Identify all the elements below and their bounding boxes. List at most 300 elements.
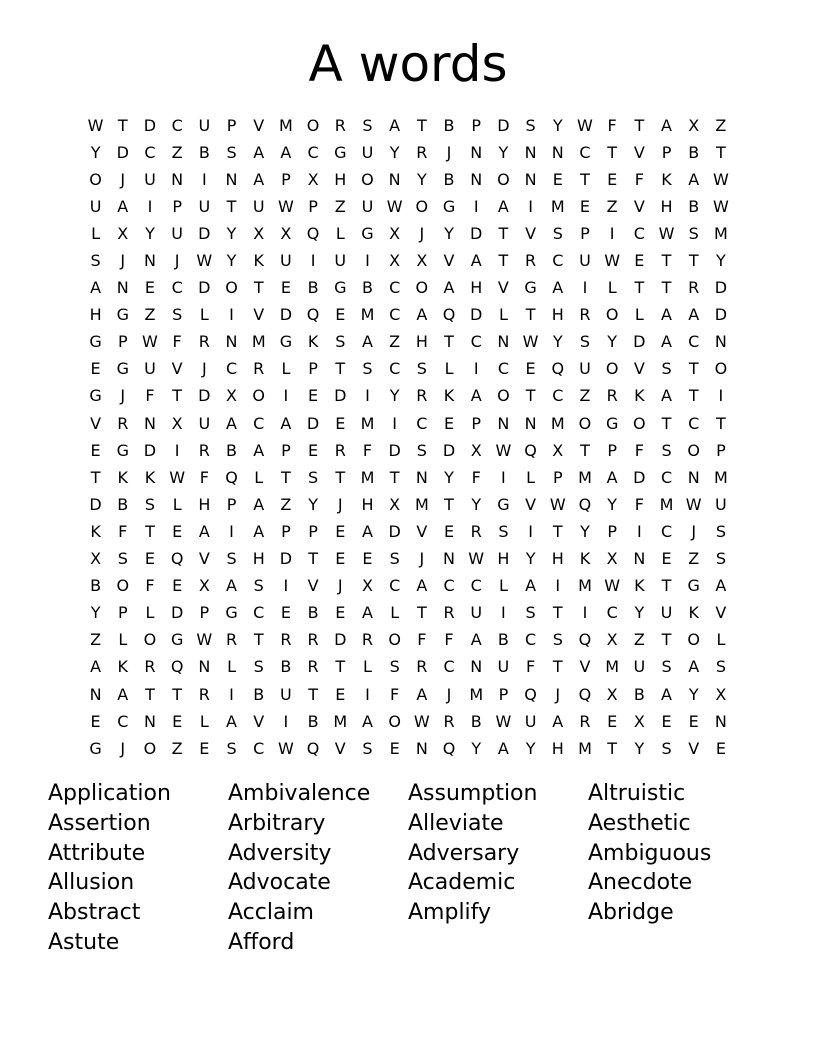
grid-letter: K xyxy=(253,251,264,271)
grid-letter: K xyxy=(634,386,645,406)
word-bank-item: Ambivalence xyxy=(228,781,371,806)
grid-letter: K xyxy=(579,549,591,569)
grid-letter: I xyxy=(501,603,506,623)
grid-letter: A xyxy=(253,142,265,162)
grid-letter: B xyxy=(470,711,482,731)
grid-letter: I xyxy=(365,251,370,271)
grid-letter: L xyxy=(607,278,617,298)
grid-letter: R xyxy=(198,332,210,352)
grid-letter: Z xyxy=(171,738,183,758)
grid-letter: L xyxy=(281,359,291,379)
grid-letter: W xyxy=(604,576,621,596)
grid-letter: I xyxy=(473,196,479,216)
grid-letter: A xyxy=(389,115,401,135)
grid-letter: R xyxy=(280,630,292,650)
grid-letter: M xyxy=(550,196,565,216)
grid-letter: R xyxy=(334,440,346,460)
grid-letter: B xyxy=(497,630,509,650)
grid-letter: O xyxy=(143,738,157,758)
grid-letter: I xyxy=(201,169,207,189)
grid-letter: D xyxy=(714,305,728,325)
grid-letter: X xyxy=(606,630,618,650)
grid-letter: O xyxy=(497,169,510,189)
grid-letter: I xyxy=(582,278,588,298)
grid-letter: E xyxy=(90,440,101,460)
grid-letter: P xyxy=(716,440,726,460)
grid-letter: F xyxy=(118,521,128,541)
grid-letter: C xyxy=(552,251,564,271)
grid-letter: S xyxy=(362,738,373,758)
grid-letter: M xyxy=(578,576,592,596)
grid-letter: A xyxy=(470,251,482,271)
grid-letter: O xyxy=(143,630,157,650)
grid-letter: V xyxy=(307,576,319,596)
grid-letter: E xyxy=(443,521,455,541)
grid-letter: O xyxy=(89,169,102,189)
grid-letter: Q xyxy=(306,305,320,325)
grid-letter: T xyxy=(716,413,726,433)
grid-letter: S xyxy=(525,115,536,135)
grid-letter: B xyxy=(633,684,645,704)
grid-letter: Y xyxy=(444,223,454,243)
grid-letter: L xyxy=(145,603,155,623)
grid-letter: U xyxy=(660,603,673,623)
grid-letter: U xyxy=(144,359,156,379)
grid-letter: T xyxy=(90,467,101,487)
grid-letter: L xyxy=(716,630,726,650)
grid-letter: C xyxy=(307,142,319,162)
grid-letter: Y xyxy=(226,251,237,271)
grid-letter: H xyxy=(361,494,374,514)
grid-letter: S xyxy=(117,549,128,569)
grid-letter: H xyxy=(497,549,510,569)
grid-letter: R xyxy=(117,413,129,433)
grid-letter: Y xyxy=(688,684,699,704)
grid-letter: M xyxy=(714,467,728,487)
grid-letter: R xyxy=(688,278,700,298)
grid-letter: Y xyxy=(634,738,645,758)
grid-letter: N xyxy=(143,413,156,433)
grid-letter: Z xyxy=(90,630,102,650)
grid-letter: T xyxy=(661,413,672,433)
grid-letter: C xyxy=(443,657,455,677)
grid-letter: I xyxy=(718,386,724,406)
grid-letter: S xyxy=(226,549,237,569)
word-bank-item: Adversity xyxy=(228,840,332,866)
grid-letter: C xyxy=(171,115,183,135)
grid-letter: U xyxy=(715,494,727,514)
grid-letter: D xyxy=(388,521,401,541)
grid-letter: Q xyxy=(442,305,456,325)
grid-letter: V xyxy=(334,738,346,758)
word-bank-item: Adversary xyxy=(408,840,520,866)
grid-letter: X xyxy=(606,549,618,569)
grid-letter: N xyxy=(225,332,238,352)
grid-letter: C xyxy=(171,278,183,298)
grid-letter: D xyxy=(306,413,320,433)
grid-letter: T xyxy=(661,278,672,298)
grid-letter: V xyxy=(633,359,645,379)
grid-letter: Z xyxy=(144,305,156,325)
grid-letter: J xyxy=(446,684,452,704)
grid-letter: S xyxy=(579,332,591,352)
grid-letter: J xyxy=(201,359,207,379)
grid-letter: M xyxy=(251,332,266,352)
grid-letter: W xyxy=(196,251,213,271)
grid-letter: N xyxy=(388,169,401,189)
grid-letter: I xyxy=(229,684,234,704)
grid-letter: C xyxy=(389,278,401,298)
grid-letter: E xyxy=(335,549,346,569)
grid-letter: B xyxy=(307,603,319,623)
grid-letter: I xyxy=(365,386,370,406)
grid-letter: W xyxy=(522,332,539,352)
grid-letter: V xyxy=(253,711,265,731)
grid-letter: U xyxy=(171,223,184,243)
grid-letter: I xyxy=(582,603,588,623)
grid-letter: F xyxy=(634,494,644,514)
grid-letter: Y xyxy=(226,223,237,243)
grid-letter: R xyxy=(416,657,428,677)
grid-letter: W xyxy=(277,738,294,758)
grid-letter: R xyxy=(144,657,156,677)
grid-letter: W xyxy=(277,196,294,216)
grid-letter: V xyxy=(525,494,537,514)
grid-letter: B xyxy=(361,278,373,298)
grid-letter: Y xyxy=(90,142,101,162)
grid-letter: I xyxy=(174,440,180,460)
grid-letter: A xyxy=(117,684,129,704)
grid-letter: A xyxy=(525,576,537,596)
grid-letter: P xyxy=(308,196,318,216)
word-bank-item: Assertion xyxy=(48,810,151,836)
grid-letter: F xyxy=(417,630,427,650)
grid-letter: C xyxy=(579,142,591,162)
grid-letter: O xyxy=(415,196,429,216)
grid-letter: V xyxy=(253,115,265,135)
grid-letter: E xyxy=(308,386,319,406)
grid-letter: X xyxy=(361,576,373,596)
grid-letter: F xyxy=(607,115,617,135)
grid-letter: C xyxy=(688,413,700,433)
word-bank-item: Alleviate xyxy=(408,810,504,836)
grid-letter: A xyxy=(661,386,672,406)
grid-letter: P xyxy=(471,115,482,135)
grid-letter: Y xyxy=(444,467,454,487)
grid-letter: C xyxy=(688,332,700,352)
grid-letter: S xyxy=(715,521,726,541)
grid-letter: B xyxy=(443,169,455,189)
grid-letter: S xyxy=(335,332,346,352)
grid-letter: N xyxy=(524,413,537,433)
grid-letter: U xyxy=(579,359,591,379)
grid-letter: T xyxy=(525,305,536,325)
grid-letter: U xyxy=(144,169,156,189)
grid-letter: G xyxy=(89,386,102,406)
grid-letter: C xyxy=(470,576,482,596)
grid-letter: T xyxy=(634,115,645,135)
grid-letter: G xyxy=(170,630,184,650)
grid-letter: L xyxy=(335,223,345,243)
grid-letter: I xyxy=(283,576,289,596)
grid-letter: A xyxy=(688,169,700,189)
grid-letter: T xyxy=(308,684,318,704)
grid-letter: X xyxy=(606,684,618,704)
grid-letter: J xyxy=(120,738,126,758)
grid-letter: N xyxy=(443,549,456,569)
grid-letter: U xyxy=(89,196,102,216)
grid-letter: N xyxy=(551,142,564,162)
grid-letter: W xyxy=(495,711,512,731)
grid-letter: K xyxy=(634,576,645,596)
grid-letter: E xyxy=(661,711,672,731)
grid-letter: B xyxy=(117,494,129,514)
grid-letter: H xyxy=(198,494,211,514)
grid-letter: A xyxy=(606,467,618,487)
grid-letter: L xyxy=(172,494,182,514)
grid-letter: S xyxy=(715,549,726,569)
grid-letter: S xyxy=(661,738,672,758)
grid-letter: X xyxy=(253,223,265,243)
grid-letter: O xyxy=(497,386,510,406)
grid-letter: C xyxy=(117,711,129,731)
grid-letter: T xyxy=(253,630,264,650)
grid-letter: H xyxy=(415,332,428,352)
grid-letter: D xyxy=(143,440,157,460)
grid-letter: L xyxy=(390,603,400,623)
grid-letter: R xyxy=(307,657,319,677)
grid-letter: G xyxy=(334,142,347,162)
grid-letter: L xyxy=(199,711,209,731)
word-bank-item: Arbitrary xyxy=(228,810,326,836)
grid-letter: B xyxy=(253,684,265,704)
grid-letter: E xyxy=(335,603,346,623)
grid-letter: C xyxy=(443,576,455,596)
grid-letter: J xyxy=(337,494,343,514)
grid-letter: R xyxy=(416,386,428,406)
grid-letter: X xyxy=(470,440,482,460)
grid-letter: X xyxy=(171,413,183,433)
grid-letter: Y xyxy=(580,521,590,541)
grid-letter: W xyxy=(468,549,485,569)
grid-letter: W xyxy=(658,223,675,243)
grid-letter: M xyxy=(550,413,565,433)
grid-letter: M xyxy=(578,738,592,758)
grid-letter: R xyxy=(525,251,537,271)
grid-letter: N xyxy=(714,711,727,731)
grid-letter: A xyxy=(253,494,265,514)
grid-letter: E xyxy=(280,603,291,623)
grid-letter: T xyxy=(552,521,563,541)
grid-letter: V xyxy=(443,251,455,271)
grid-letter: A xyxy=(416,684,428,704)
grid-letter: E xyxy=(443,413,455,433)
grid-letter: F xyxy=(471,467,481,487)
grid-letter: L xyxy=(363,657,372,677)
grid-letter: A xyxy=(552,711,564,731)
grid-letter: E xyxy=(607,169,618,189)
grid-letter: Z xyxy=(389,332,401,352)
grid-letter: N xyxy=(497,332,510,352)
grid-letter: A xyxy=(226,711,237,731)
grid-letter: V xyxy=(497,278,509,298)
grid-letter: T xyxy=(716,142,726,162)
grid-letter: W xyxy=(685,494,702,514)
grid-letter: T xyxy=(145,521,155,541)
grid-letter: G xyxy=(116,440,129,460)
grid-letter: O xyxy=(415,278,429,298)
grid-letter: C xyxy=(552,386,564,406)
grid-letter: A xyxy=(497,196,509,216)
word-bank-item: Assumption xyxy=(408,781,538,806)
word-bank-item: Attribute xyxy=(48,840,146,866)
grid-letter: K xyxy=(117,467,129,487)
grid-letter: R xyxy=(225,630,238,650)
grid-letter: Y xyxy=(525,549,536,569)
word-bank-item: Ambiguous xyxy=(588,840,712,866)
grid-letter: B xyxy=(688,196,700,216)
grid-letter: X xyxy=(552,440,564,460)
grid-letter: D xyxy=(170,603,184,623)
grid-letter: E xyxy=(634,251,645,271)
grid-letter: D xyxy=(334,630,347,650)
grid-letter: J xyxy=(120,251,126,271)
grid-letter: V xyxy=(171,359,183,379)
grid-letter: T xyxy=(335,657,346,677)
grid-letter: L xyxy=(118,630,128,650)
grid-letter: Z xyxy=(280,494,292,514)
grid-letter: X xyxy=(198,576,210,596)
grid-letter: S xyxy=(362,115,373,135)
grid-letter: W xyxy=(169,467,186,487)
grid-letter: R xyxy=(606,386,618,406)
grid-letter: E xyxy=(579,196,591,216)
grid-letter: Z xyxy=(633,630,645,650)
grid-letter: R xyxy=(579,711,591,731)
grid-letter: L xyxy=(91,223,101,243)
grid-letter: V xyxy=(90,413,102,433)
grid-letter: Y xyxy=(716,251,726,271)
grid-letter: N xyxy=(470,169,483,189)
grid-letter: M xyxy=(360,305,375,325)
word-bank-item: Academic xyxy=(408,870,516,896)
grid-letter: X xyxy=(226,386,238,406)
grid-letter: T xyxy=(525,386,536,406)
grid-letter: R xyxy=(470,521,482,541)
grid-letter: D xyxy=(116,142,129,162)
grid-letter: K xyxy=(661,169,672,189)
grid-letter: O xyxy=(605,359,619,379)
grid-letter: J xyxy=(174,251,180,271)
grid-letter: T xyxy=(552,657,563,677)
grid-letter: I xyxy=(283,711,289,731)
grid-letter: N xyxy=(89,684,102,704)
grid-letter: S xyxy=(498,521,509,541)
grid-letter: I xyxy=(283,386,289,406)
grid-letter: D xyxy=(633,332,646,352)
grid-letter: I xyxy=(528,196,533,216)
grid-letter: M xyxy=(605,657,620,677)
grid-letter: T xyxy=(172,684,183,704)
grid-letter: W xyxy=(577,115,593,135)
grid-letter: R xyxy=(198,440,210,460)
grid-letter: A xyxy=(661,332,672,352)
grid-letter: U xyxy=(198,196,211,216)
grid-letter: A xyxy=(443,278,455,298)
grid-letter: N xyxy=(198,657,211,677)
grid-letter: S xyxy=(90,251,101,271)
grid-letter: R xyxy=(579,305,591,325)
grid-letter: K xyxy=(90,521,101,541)
grid-letter: T xyxy=(444,494,454,514)
grid-letter: U xyxy=(524,711,537,731)
grid-letter: S xyxy=(144,494,156,514)
grid-letter: I xyxy=(501,467,506,487)
grid-letter: A xyxy=(416,576,428,596)
grid-letter: B xyxy=(307,278,319,298)
grid-letter: T xyxy=(688,386,699,406)
grid-letter: E xyxy=(688,711,699,731)
grid-letter: A xyxy=(470,630,482,650)
grid-letter: T xyxy=(416,115,427,135)
page-title: A words xyxy=(308,35,508,93)
grid-letter: O xyxy=(252,386,266,406)
grid-letter: R xyxy=(253,359,265,379)
grid-letter: E xyxy=(172,576,183,596)
grid-letter: A xyxy=(280,142,292,162)
grid-letter: P xyxy=(226,115,237,135)
grid-letter: G xyxy=(442,196,456,216)
grid-letter: X xyxy=(117,223,129,243)
word-bank-item: Astute xyxy=(48,929,120,955)
grid-letter: T xyxy=(416,603,427,623)
grid-letter: G xyxy=(497,494,510,514)
grid-letter: F xyxy=(145,576,155,596)
grid-letter: O xyxy=(687,630,701,650)
grid-letter: Q xyxy=(170,549,184,569)
grid-letter: U xyxy=(252,196,265,216)
grid-letter: S xyxy=(661,440,672,460)
grid-letter: Y xyxy=(389,386,400,406)
grid-letter: V xyxy=(416,521,428,541)
grid-letter: D xyxy=(388,440,401,460)
grid-letter: A xyxy=(361,711,373,731)
grid-letter: W xyxy=(142,332,158,352)
grid-letter: G xyxy=(89,332,102,352)
grid-letter: E xyxy=(715,738,726,758)
grid-letter: V xyxy=(688,738,700,758)
grid-letter: U xyxy=(198,413,211,433)
grid-letter: T xyxy=(607,738,618,758)
grid-letter: H xyxy=(551,738,564,758)
grid-letter: Q xyxy=(551,359,565,379)
grid-letter: W xyxy=(87,115,104,135)
grid-letter: L xyxy=(227,657,236,677)
grid-letter: A xyxy=(361,521,373,541)
grid-letter: E xyxy=(335,413,346,433)
grid-letter: Y xyxy=(552,115,563,135)
grid-letter: Y xyxy=(525,738,536,758)
grid-letter: O xyxy=(578,413,592,433)
word-bank-item: Altruistic xyxy=(588,781,686,806)
grid-letter: C xyxy=(633,223,645,243)
grid-letter: R xyxy=(416,142,428,162)
grid-letter: S xyxy=(688,223,699,243)
grid-letter: O xyxy=(225,278,238,298)
grid-letter: Z xyxy=(334,196,346,216)
grid-letter: S xyxy=(389,657,400,677)
word-bank-item: Allusion xyxy=(48,870,135,896)
